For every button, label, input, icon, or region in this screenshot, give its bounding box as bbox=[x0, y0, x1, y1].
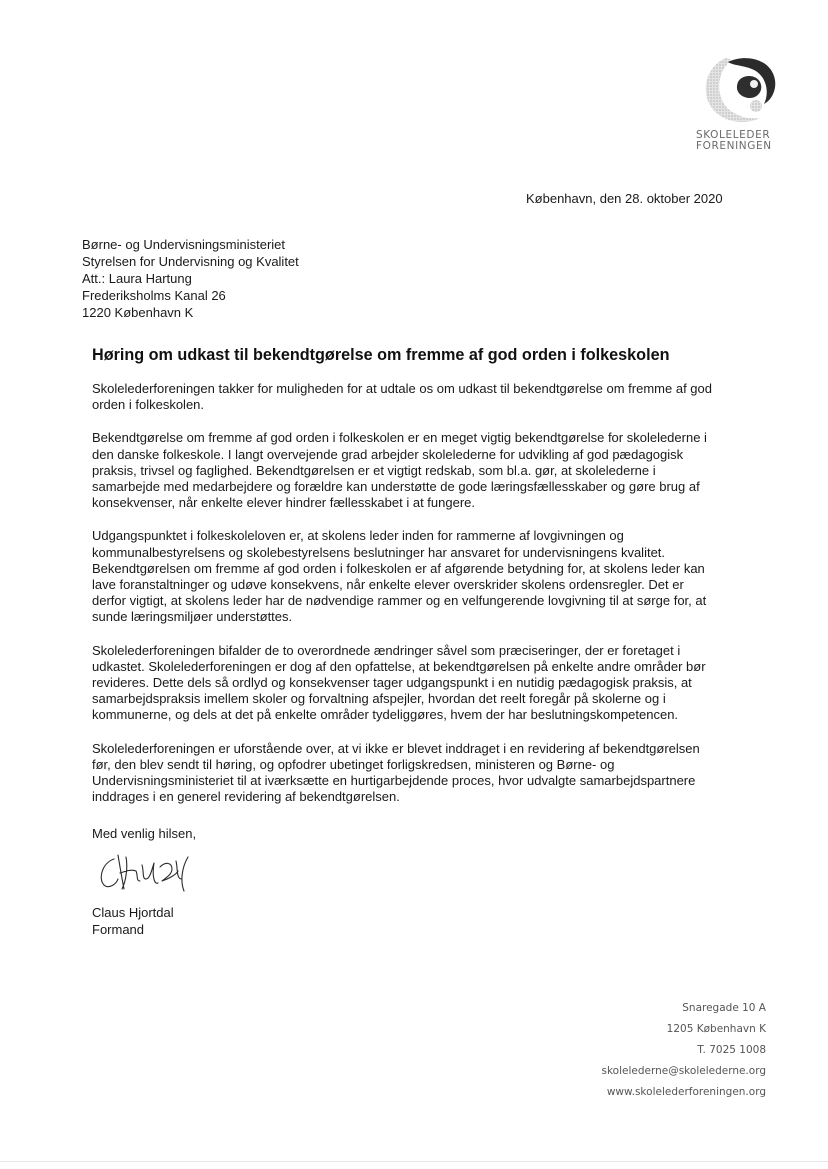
letter-date: København, den 28. oktober 2020 bbox=[526, 191, 723, 206]
paragraph-line: Skolelederforeningen takker for muligheden for at udtale os om udkast til bekendtgørelse om fremme af god bbox=[92, 381, 713, 396]
logo-wordmark bbox=[696, 130, 772, 152]
paragraph-line: kommunerne, og dels at det på enkelte områder tydeliggøres, hvem der har beslutningskompetencen. bbox=[92, 707, 679, 723]
logo-wordmark-line1: SKOLELEDER bbox=[696, 129, 771, 141]
recipient-line: Børne- og Undervisningsministeriet bbox=[82, 237, 286, 252]
handwritten-signature bbox=[92, 845, 212, 900]
letter-title: Høring om udkast til bekendtgørelse om fremme af god orden i folkeskolen bbox=[92, 346, 670, 364]
recipient-line: 1220 København K bbox=[82, 305, 194, 320]
recipient-line: Att.: Laura Hartung bbox=[82, 271, 192, 286]
paragraph bbox=[92, 643, 742, 724]
closing-salutation: Med venlig hilsen, bbox=[92, 826, 197, 841]
contact-footer bbox=[601, 998, 766, 1103]
letter-body bbox=[92, 381, 742, 822]
paragraph-line: Bekendtgørelse om fremme af god orden i folkeskolen er en meget vigtig bekendtgørelse for skolelederne i bbox=[92, 430, 707, 446]
paragraph-line: kommunalbestyrelsens og skolebestyrelsens beslutninger har ansvaret for undervisningens kvalitet. bbox=[92, 544, 666, 560]
signer-role: Formand bbox=[92, 922, 145, 937]
paragraph-line: lave foranstaltninger og udøve konsekvens, når enkelte elever overskrider skolens ordensregler. Det er bbox=[92, 577, 684, 593]
organization-logo bbox=[690, 52, 790, 158]
paragraph-line: praksis, trivsel og faglighed. Bekendtgørelsen er et vigtigt redskab, som bl.a. gør, at skolelederne i bbox=[92, 462, 656, 478]
paragraph-line: Udgangspunktet i folkeskoleloven er, at skolens leder inden for rammerne af lovgivningen og bbox=[92, 528, 624, 544]
signer-name: Claus Hjortdal bbox=[92, 905, 174, 920]
paragraph-line: revideres. Dette dels så ordlyd og konsekvenser tager udgangspunkt i en nutidig pædagogisk praksis, at bbox=[92, 675, 692, 691]
contact-website-link[interactable]: www.skolelederforeningen.org bbox=[606, 1086, 766, 1098]
paragraph bbox=[92, 381, 742, 413]
paragraph-line: udkastet. Skolelederforeningen er dog af den opfattelse, at bekendtgørelsen på enkelte andre områder bør bbox=[92, 658, 706, 674]
skolelederforeningen-logo-icon bbox=[698, 52, 778, 128]
paragraph bbox=[92, 528, 742, 625]
contact-city: 1205 København K bbox=[666, 1023, 766, 1035]
signer-block bbox=[92, 904, 174, 938]
paragraph-line: Bekendtgørelsen om fremme af god orden i folkeskolen er af afgørende betydning for, at skolens leder kan bbox=[92, 560, 705, 576]
paragraph bbox=[92, 741, 742, 806]
paragraph-line: inddrages i en generel revidering af bekendtgørelsen. bbox=[92, 789, 400, 805]
paragraph-line: derfor vigtigt, at skolens leder har de nødvendige rammer og en velfungerende lovgivning til at sørge for, at bbox=[92, 593, 707, 609]
paragraph-line: samarbejdspraksis imellem skoler og forvaltning afspejler, hvordan det reelt foregår på skolerne og i bbox=[92, 691, 666, 707]
paragraph-line: den danske folkeskole. I langt overvejende grad arbejder skolelederne for udvikling af god pædagogisk bbox=[92, 446, 684, 462]
recipient-line: Frederiksholms Kanal 26 bbox=[82, 288, 226, 303]
logo-wordmark-line2: FORENINGEN bbox=[696, 140, 772, 152]
contact-email-link[interactable]: skolelederne@skolelederne.org bbox=[601, 1065, 766, 1077]
paragraph-line: konsekvenser, når enkelte elever hindrer fællesskabet i at fungere. bbox=[92, 495, 475, 511]
paragraph-line: orden i folkeskolen. bbox=[92, 397, 205, 413]
page-edge-divider bbox=[0, 1161, 828, 1162]
paragraph-line: sunde læringsmiljøer understøttes. bbox=[92, 609, 293, 625]
paragraph-line: før, den blev sendt til høring, og opfodrer ubetinget forligskredsen, ministeren og Børne- og bbox=[92, 756, 615, 772]
recipient-address bbox=[82, 236, 299, 321]
paragraph bbox=[92, 430, 742, 511]
paragraph-line: Undervisningsministeriet til at iværksætte en hurtigarbejdende proces, hvor udvalgte samarbejdspartnere bbox=[92, 773, 696, 789]
contact-street: Snaregade 10 A bbox=[682, 1002, 766, 1014]
paragraph-line: Skolelederforeningen er uforstående over, at vi ikke er blevet inddraget i en revidering af bekendtgørelsen bbox=[92, 740, 700, 756]
paragraph-line: Skolelederforeningen bifalder de to overordnede ændringer såvel som præciseringer, der er foretaget i bbox=[92, 642, 681, 658]
paragraph-line: samarbejde med medarbejdere og forældre kan understøtte de gode læringsfællesskaber og gøre brug af bbox=[92, 479, 700, 495]
recipient-line: Styrelsen for Undervisning og Kvalitet bbox=[82, 254, 299, 269]
contact-phone: T. 7025 1008 bbox=[697, 1044, 766, 1056]
